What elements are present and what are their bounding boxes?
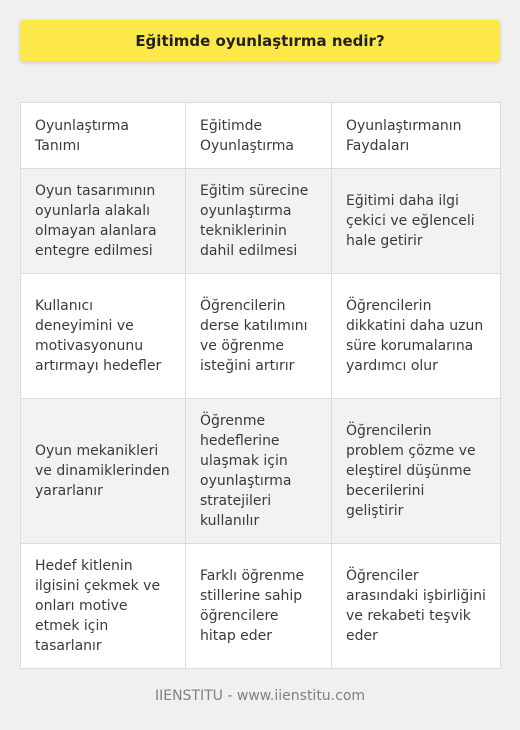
table-cell: Oyun mekanikleri ve dinamiklerinden yararlanır [21,399,186,544]
table-cell: Hedef kitlenin ilgisini çekmek ve onları motive etmek için tasarlanır [21,544,186,669]
table-row [21,399,501,544]
table-cell: Öğrencilerin derse katılımını ve öğrenme isteğini artırır [186,274,332,399]
table-cell: Kullanıcı deneyimini ve motivasyonunu artırmayı hedefler [21,274,186,399]
title-banner [20,20,500,62]
header-cell: Oyunlaştırma Tanımı [21,103,186,169]
table-row [21,274,501,399]
table-cell: Öğrencilerin problem çözme ve eleştirel düşünme becerilerini geliştirir [332,399,501,544]
header-cell: Eğitimde Oyunlaştırma [186,103,332,169]
table-cell: Öğrencilerin dikkatini daha uzun süre korumalarına yardımcı olur [332,274,501,399]
table-row [21,544,501,669]
header-cell: Oyunlaştırmanın Faydaları [332,103,501,169]
table-cell: Öğrenme hedeflerine ulaşmak için oyunlaştırma stratejileri kullanılır [186,399,332,544]
table-cell: Eğitim sürecine oyunlaştırma tekniklerinin dahil edilmesi [186,169,332,274]
footer-credit: IIENSTITU - www.iienstitu.com [154,688,366,704]
table-cell: Eğitimi daha ilgi çekici ve eğlenceli hale getirir [332,169,501,274]
table-row [21,169,501,274]
table-header-row [21,103,501,169]
table-cell: Oyun tasarımının oyunlarla alakalı olmayan alanlara entegre edilmesi [21,169,186,274]
table-cell: Farklı öğrenme stillerine sahip öğrencilere hitap eder [186,544,332,669]
page-title: Eğitimde oyunlaştırma nedir? [135,32,385,50]
comparison-table [20,102,501,669]
table-cell: Öğrenciler arasındaki işbirliğini ve rekabeti teşvik eder [332,544,501,669]
